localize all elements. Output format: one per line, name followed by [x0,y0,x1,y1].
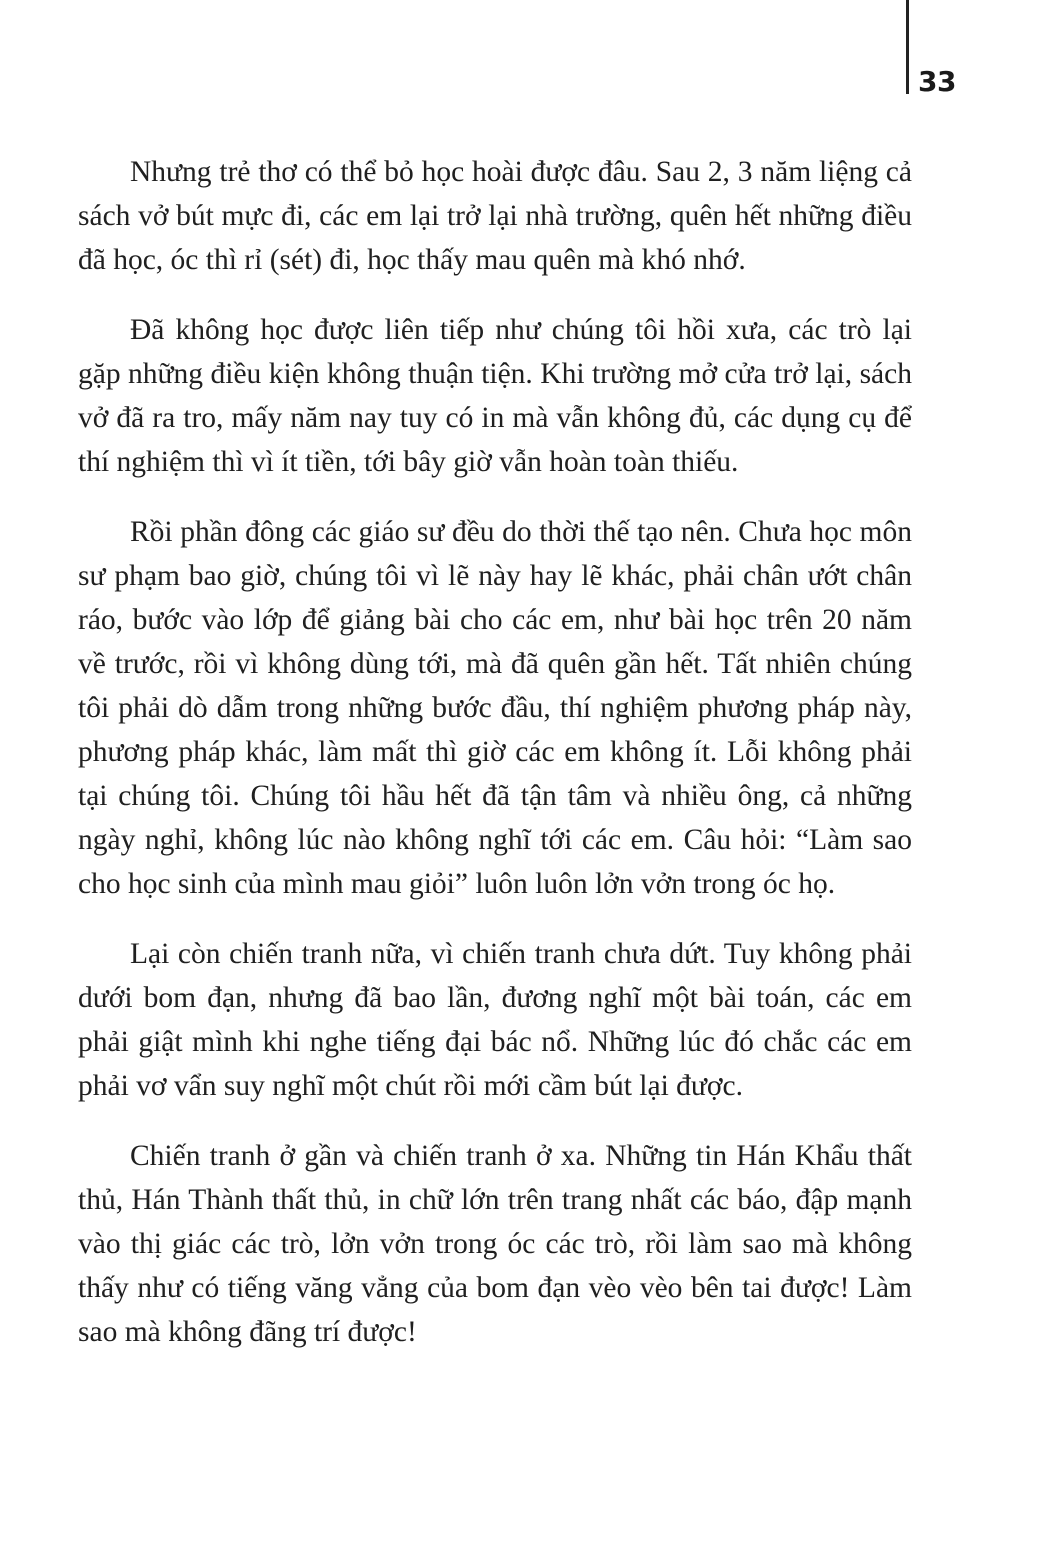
paragraph-3: Rồi phần đông các giáo sư đều do thời thế tạo nên. Chưa học môn sư phạm bao giờ, chúng tôi vì lẽ này hay lẽ khác, phải chân ướt chân ráo, bước vào lớp để giảng bài cho các em, như bài học trên 20 năm về trước, rồi vì không dùng tới, mà đã quên gần hết. Tất nhiên chúng tôi phải dò dẫm trong những bước đầu, thí nghiệm phương pháp này, phương pháp khác, làm mất thì giờ các em không ít. Lỗi không phải tại chúng tôi. Chúng tôi hầu hết đã tận tâm và nhiều ông, cả những ngày nghỉ, không lúc nào không nghĩ tới các em. Câu hỏi: “Làm sao cho học sinh của mình mau giỏi” luôn luôn lởn vởn trong óc họ. [78,516,912,900]
paragraph-1: Nhưng trẻ thơ có thể bỏ học hoài được đâu. Sau 2, 3 năm liệng cả sách vở bút mực đi, các em lại trở lại nhà trường, quên hết những điều đã học, óc thì rỉ (sét) đi, học thấy mau quên mà khó nhớ. [78,156,912,276]
paragraph-4: Lại còn chiến tranh nữa, vì chiến tranh chưa dứt. Tuy không phải dưới bom đạn, nhưng đã bao lần, đương nghĩ một bài toán, các em phải giật mình khi nghe tiếng đại bác nổ. Những lúc đó chắc các em phải vơ vẩn suy nghĩ một chút rồi mới cầm bút lại được. [78,938,912,1102]
page-number: 33 [918,65,956,98]
body-text [78,150,912,1354]
header-rule [906,0,909,94]
paragraph-5: Chiến tranh ở gần và chiến tranh ở xa. Những tin Hán Khẩu thất thủ, Hán Thành thất thủ, in chữ lớn trên trang nhất các báo, đập mạnh vào thị giác các trò, lởn vởn trong óc các trò, rồi làm sao mà không thấy như có tiếng văng vẳng của bom đạn vèo vèo bên tai được! Làm sao mà không đãng trí được! [78,1140,912,1348]
paragraph-2: Đã không học được liên tiếp như chúng tôi hồi xưa, các trò lại gặp những điều kiện không thuận tiện. Khi trường mở cửa trở lại, sách vở đã ra tro, mấy năm nay tuy có in mà vẫn không đủ, các dụng cụ để thí nghiệm thì vì ít tiền, tới bây giờ vẫn hoàn toàn thiếu. [78,314,912,478]
